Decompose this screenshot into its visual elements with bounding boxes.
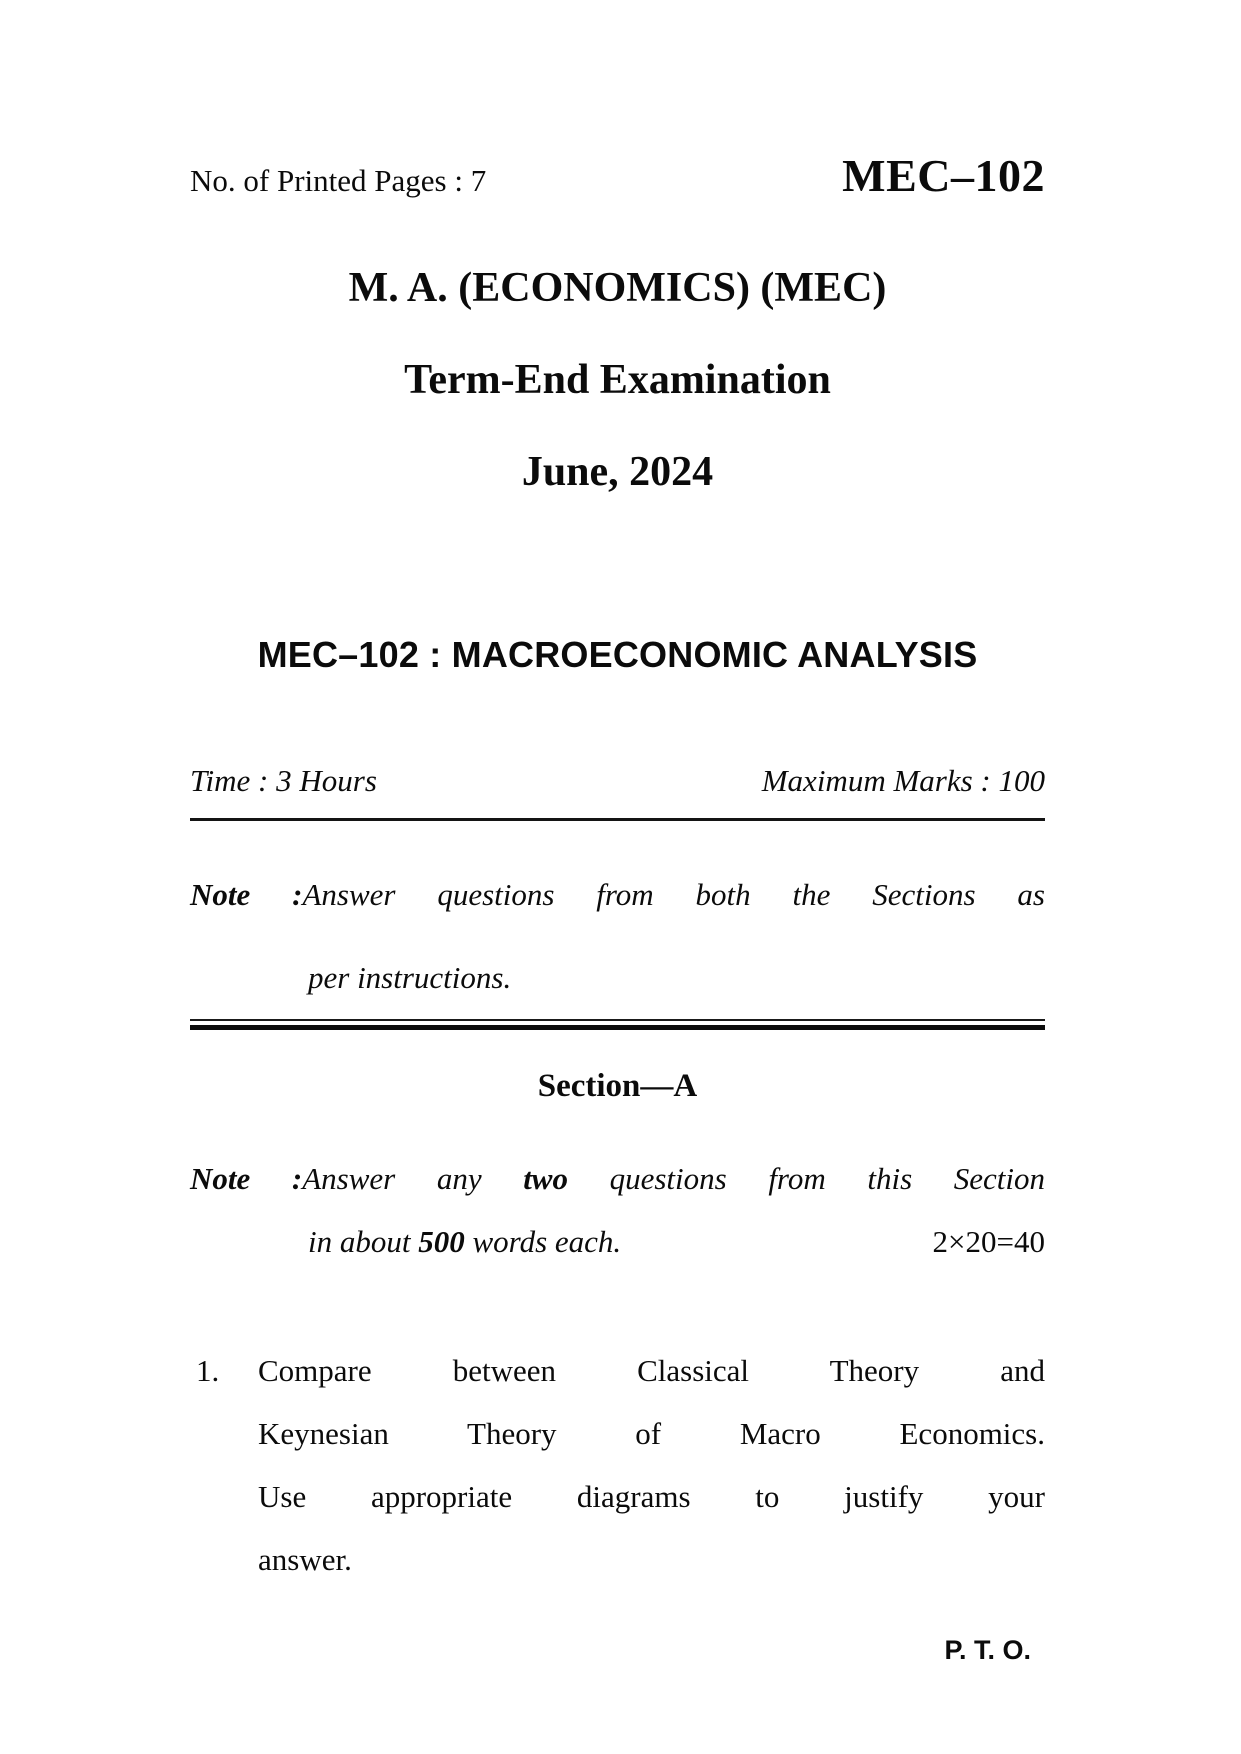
emphasized-word-500: 500 [418,1223,465,1259]
exam-session: June, 2024 [521,448,714,495]
section-a-note-line2-pre: in about [308,1223,419,1259]
question-1-line-1: Compare between Classical Theory and [258,1352,1045,1388]
section-a-note-line-1 [190,1147,1045,1210]
double-rule-thin-line [190,1019,1045,1021]
marks-scheme: 2×20=40 [932,1223,1045,1259]
note-label: Note : [190,1160,303,1196]
double-rule [190,1019,1045,1030]
section-a-heading: Section—A [537,1067,698,1104]
section-a-note-text-pre: Answer any [302,1160,524,1196]
subject-title: MEC–102 : MACROECONOMIC ANALYSIS [257,633,978,675]
time-allowed: Time : 3 Hours [190,762,377,798]
general-note-text: Answer questions from both the Sections as [302,876,1045,912]
maximum-marks: Maximum Marks : 100 [761,762,1045,798]
emphasized-word-two: two [523,1160,568,1196]
general-note-line-2: per instructions. [308,959,512,995]
page-header [190,0,1045,203]
general-note [190,863,1045,1009]
page-turn-over-marker: P. T. O. [944,1634,1031,1665]
paper-code: MEC–102 [842,150,1045,201]
general-note-line-1 [190,863,1045,926]
section-a-note-line2-post: words each. [464,1223,622,1259]
section-a-note-line-2 [190,1210,1045,1273]
note-label: Note : [190,876,303,912]
question-1-line-3: Use appropriate diagrams to justify your [258,1478,1045,1514]
exam-title: Term-End Examination [404,356,831,403]
section-a-note-text-post: questions from this Section [567,1160,1045,1196]
exam-meta-row [190,762,1045,798]
section-a-note [190,1147,1045,1273]
printed-pages-note: No. of Printed Pages : 7 [190,163,487,198]
horizontal-rule [190,818,1045,821]
question-1 [190,1339,1045,1591]
question-1-line-4: answer. [258,1541,352,1577]
question-1-number: 1. [196,1352,220,1388]
program-title: M. A. (ECONOMICS) (MEC) [348,264,887,311]
double-rule-thick-line [190,1025,1045,1030]
question-1-line-2: Keynesian Theory of Macro Economics. [258,1415,1045,1451]
